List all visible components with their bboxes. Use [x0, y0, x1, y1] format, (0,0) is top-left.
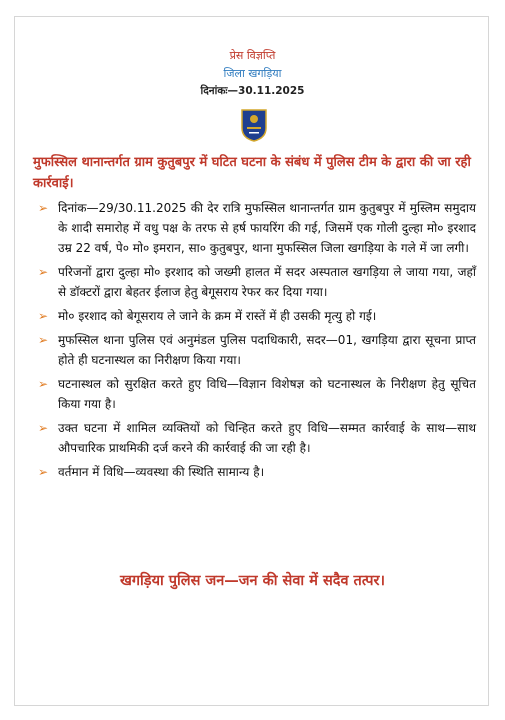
- arrow-bullet-icon: ➢: [38, 309, 49, 323]
- list-item-text: मो० इरशाद को बेगूसराय ले जाने के क्रम में रास्तें में ही उसकी मृत्यु हो गई।: [58, 309, 377, 323]
- list-item: [36, 462, 476, 482]
- release-date: दिनांकः—30.11.2025: [200, 85, 305, 97]
- arrow-bullet-icon: ➢: [38, 265, 49, 279]
- arrow-bullet-icon: ➢: [38, 465, 49, 479]
- arrow-bullet-icon: ➢: [38, 421, 49, 435]
- arrow-bullet-icon: ➢: [38, 377, 49, 391]
- headline: मुफस्सिल थानान्तर्गत ग्राम कुतुबपुर में घटित घटना के संबंध में पुलिस टीम के द्वारा की जा रही कार्रवाई।: [33, 155, 471, 191]
- list-item: [36, 306, 476, 326]
- update-list: [36, 198, 476, 486]
- list-item: [36, 330, 476, 370]
- arrow-bullet-icon: ➢: [38, 333, 49, 347]
- list-item-text: उक्त घटना में शामिल व्यक्तियों को चिन्हित करते हुए विधि—सम्मत कार्रवाई के साथ—साथ औपचारिक प्राथमिकी दर्ज करने की कार्रवाई की जा रही है।: [58, 421, 476, 455]
- list-item-text: घटनास्थल को सुरक्षित करते हुए विधि—विज्ञान विशेषज्ञ को घटनास्थल के निरीक्षण हेतु सूचित किया गया है।: [58, 377, 476, 411]
- list-item-text: वर्तमान में विधि—व्यवस्था की स्थिति सामान्य है।: [58, 465, 265, 479]
- list-item: [36, 198, 476, 258]
- list-item-text: मुफस्सिल थाना पुलिस एवं अनुमंडल पुलिस पदाधिकारी, सदर—01, खगड़िया द्वारा सूचना प्राप्त होते ही घटनास्थल का निरीक्षण किया गया।: [58, 333, 476, 367]
- list-item: [36, 418, 476, 458]
- footer-slogan: खगड़िया पुलिस जन—जन की सेवा में सदैव तत्पर।: [120, 573, 385, 589]
- list-item: [36, 262, 476, 302]
- press-release-title: प्रेस विज्ञप्ति: [229, 49, 276, 62]
- district-name: जिला खगड़िया: [223, 67, 282, 80]
- list-item-text: परिजनों द्वारा दुल्हा मो० इरशाद को जख्मी हालत में सदर अस्पताल खगड़िया ले जाया गया, जहाँ से डॉक्टरों द्वारा बेहतर ईलाज हेतु बेगूसराय रेफर कर दिया गया।: [58, 265, 476, 299]
- bihar-police-emblem-icon: [240, 108, 268, 142]
- list-item: [36, 374, 476, 414]
- list-item-text: दिनांक—29/30.11.2025 की देर रात्रि मुफस्सिल थानान्तर्गत ग्राम कुतुबपुर में मुस्लिम समुदाय के शादी समारोह में वधु पक्ष के तरफ से हर्ष फायरिंग की गई, जिसमें एक गोली दुल्हा मो० इरशाद उम्र 22 वर्ष, पे० मो० इमरान, सा० कुतुबपुर, थाना मुफस्सिल जिला खगड़िया के गले में जा लगी।: [58, 201, 476, 255]
- arrow-bullet-icon: ➢: [38, 201, 49, 215]
